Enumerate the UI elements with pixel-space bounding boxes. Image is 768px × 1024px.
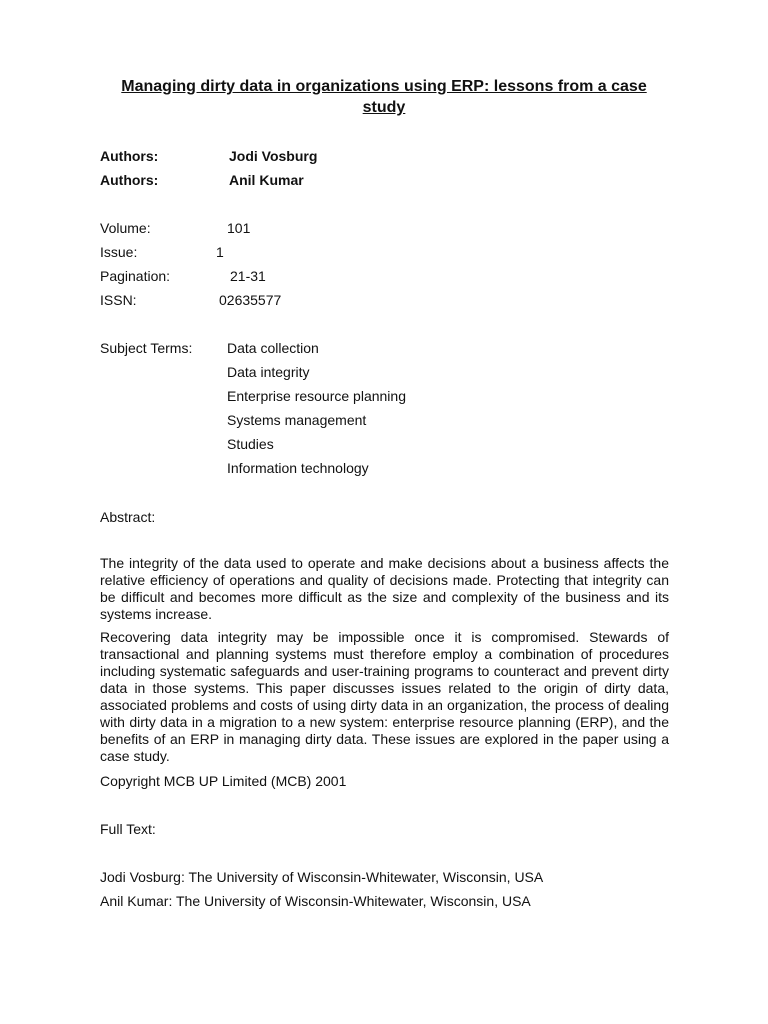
subject-term: Data collection	[227, 340, 319, 356]
issn-value: 02635577	[219, 292, 282, 308]
pagination-value: 21-31	[230, 268, 266, 284]
affiliation-text: Jodi Vosburg: The University of Wisconsin-Whitewater, Wisconsin, USA	[100, 869, 544, 885]
document-title: Managing dirty data in organizations using ERP: lessons from a case study	[121, 78, 647, 116]
volume-label: Volume:	[100, 220, 151, 236]
issn-label: ISSN:	[100, 292, 137, 308]
copyright-text: Copyright MCB UP Limited (MCB) 2001	[100, 773, 347, 789]
issue-label: Issue:	[100, 244, 138, 260]
author-label: Authors:	[100, 172, 159, 188]
issue-value: 1	[216, 244, 224, 260]
author-label: Authors:	[100, 148, 159, 164]
abstract-paragraph: Recovering data integrity may be impossible once it is compromised. Stewards of transactional and planning systems must therefore employ a combination of procedures including systematic safeguards and user-training programs to counteract and prevent dirty data in those systems. This paper discusses issues related to the origin of dirty data, associated problems and costs of using dirty data in an organization, the process of dealing with dirty data in a migration to a new system: enterprise resource planning (ERP), and the benefits of an ERP in managing dirty data. These issues are explored in the paper using a case study.	[100, 629, 669, 764]
abstract-label: Abstract:	[100, 509, 156, 525]
pagination-label: Pagination:	[100, 268, 171, 284]
abstract-paragraph: The integrity of the data used to operate and make decisions about a business affects the relative efficiency of operations and quality of decisions made. Protecting that integrity can be difficult and becomes more difficult as the size and complexity of the business and its systems increase.	[100, 555, 669, 622]
subject-terms-list	[227, 339, 406, 483]
subject-term: Enterprise resource planning	[227, 388, 406, 404]
author-name: Jodi Vosburg	[229, 148, 318, 164]
subject-term: Data integrity	[227, 364, 310, 380]
affiliation-text: Anil Kumar: The University of Wisconsin-Whitewater, Wisconsin, USA	[100, 893, 531, 909]
subject-term: Studies	[227, 436, 274, 452]
full-text-label: Full Text:	[100, 821, 156, 837]
author-name: Anil Kumar	[229, 172, 304, 188]
subject-term: Information technology	[227, 460, 369, 476]
volume-value: 101	[227, 220, 251, 236]
subject-terms-label: Subject Terms:	[100, 340, 193, 356]
subject-term: Systems management	[227, 412, 367, 428]
